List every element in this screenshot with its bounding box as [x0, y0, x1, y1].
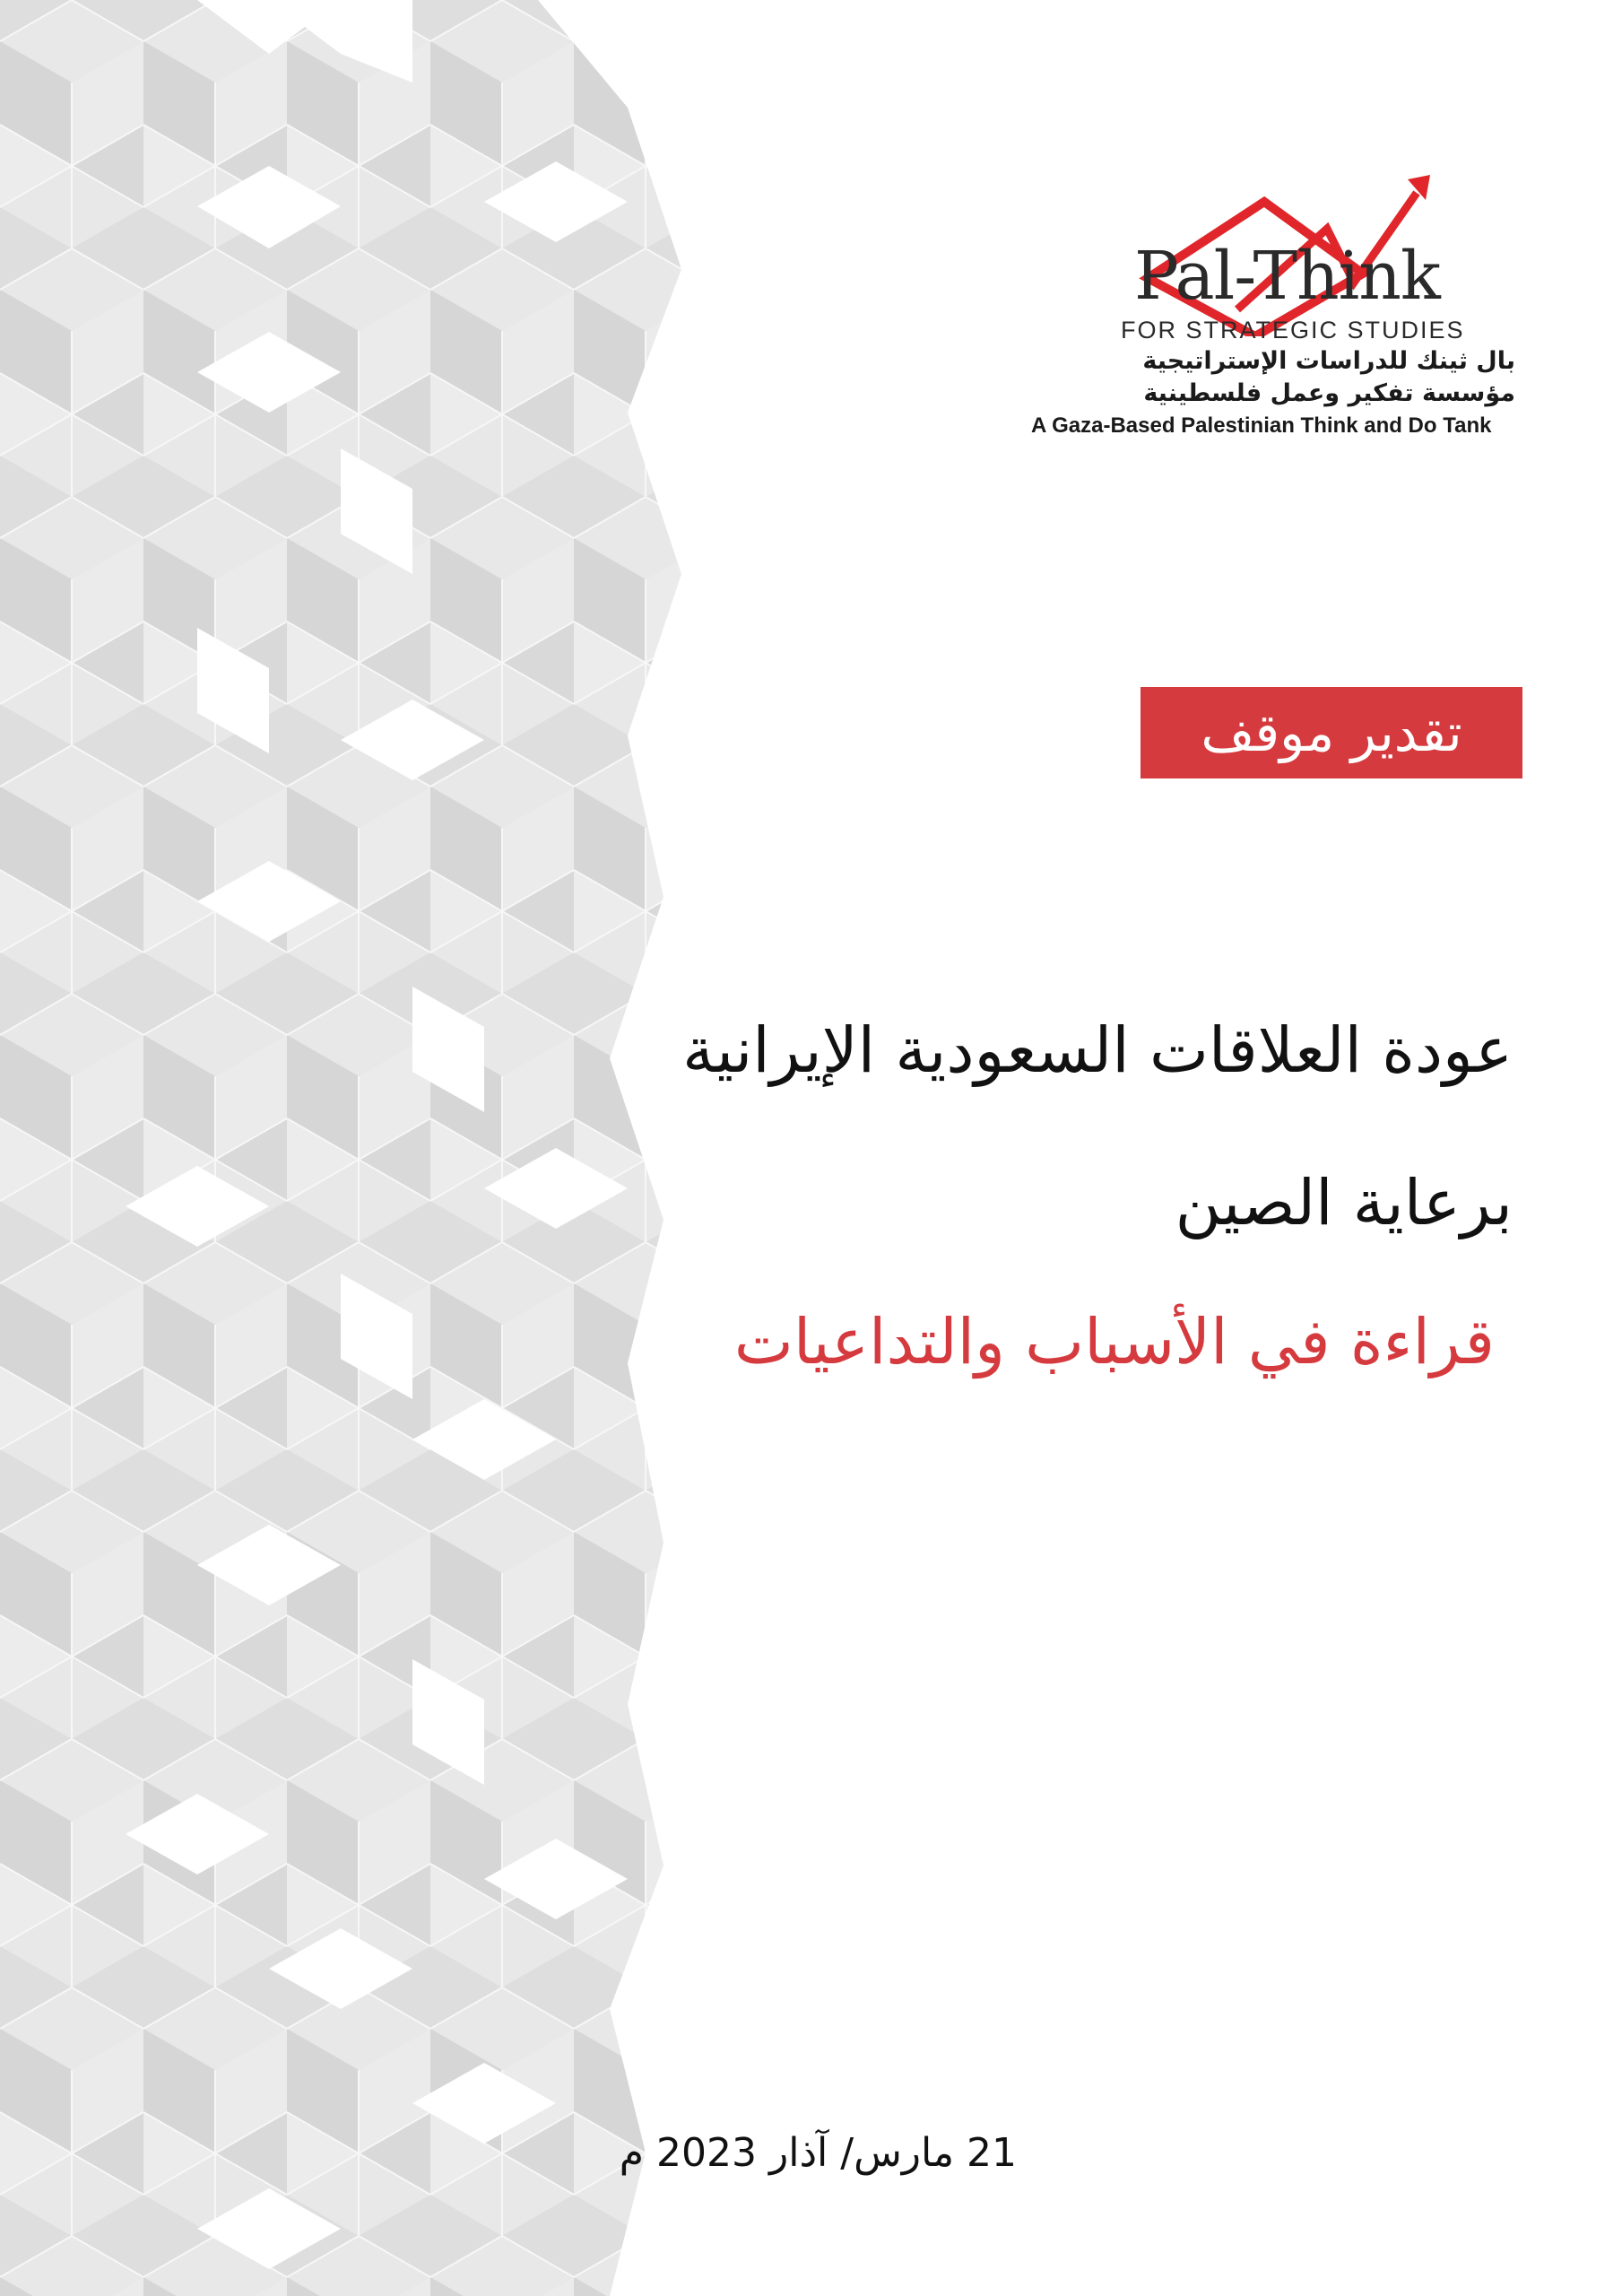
logo-arabic-line1: بال ثينك للدراسات الإستراتيجية: [1142, 347, 1515, 375]
title-line1: عودة العلاقات السعودية الإيرانية: [682, 1013, 1513, 1087]
pal-think-logo: [1031, 175, 1551, 453]
logo-name: Pal-Think: [1134, 238, 1440, 315]
publication-date: 21 مارس/ آذار 2023 م: [619, 2130, 1017, 2176]
document-type-badge: تقدير موقف: [1141, 687, 1522, 778]
title-line2: برعاية الصين: [1175, 1166, 1513, 1239]
subtitle: قراءة في الأسباب والتداعيات: [733, 1305, 1495, 1378]
geometric-background-pattern: [0, 0, 681, 2296]
logo-tagline: FOR STRATEGIC STUDIES: [1121, 317, 1465, 344]
logo-english-line: A Gaza-Based Palestinian Think and Do Tank: [1031, 413, 1492, 438]
logo-arabic-line2: مؤسسة تفكير وعمل فلسطينية: [1143, 379, 1515, 407]
